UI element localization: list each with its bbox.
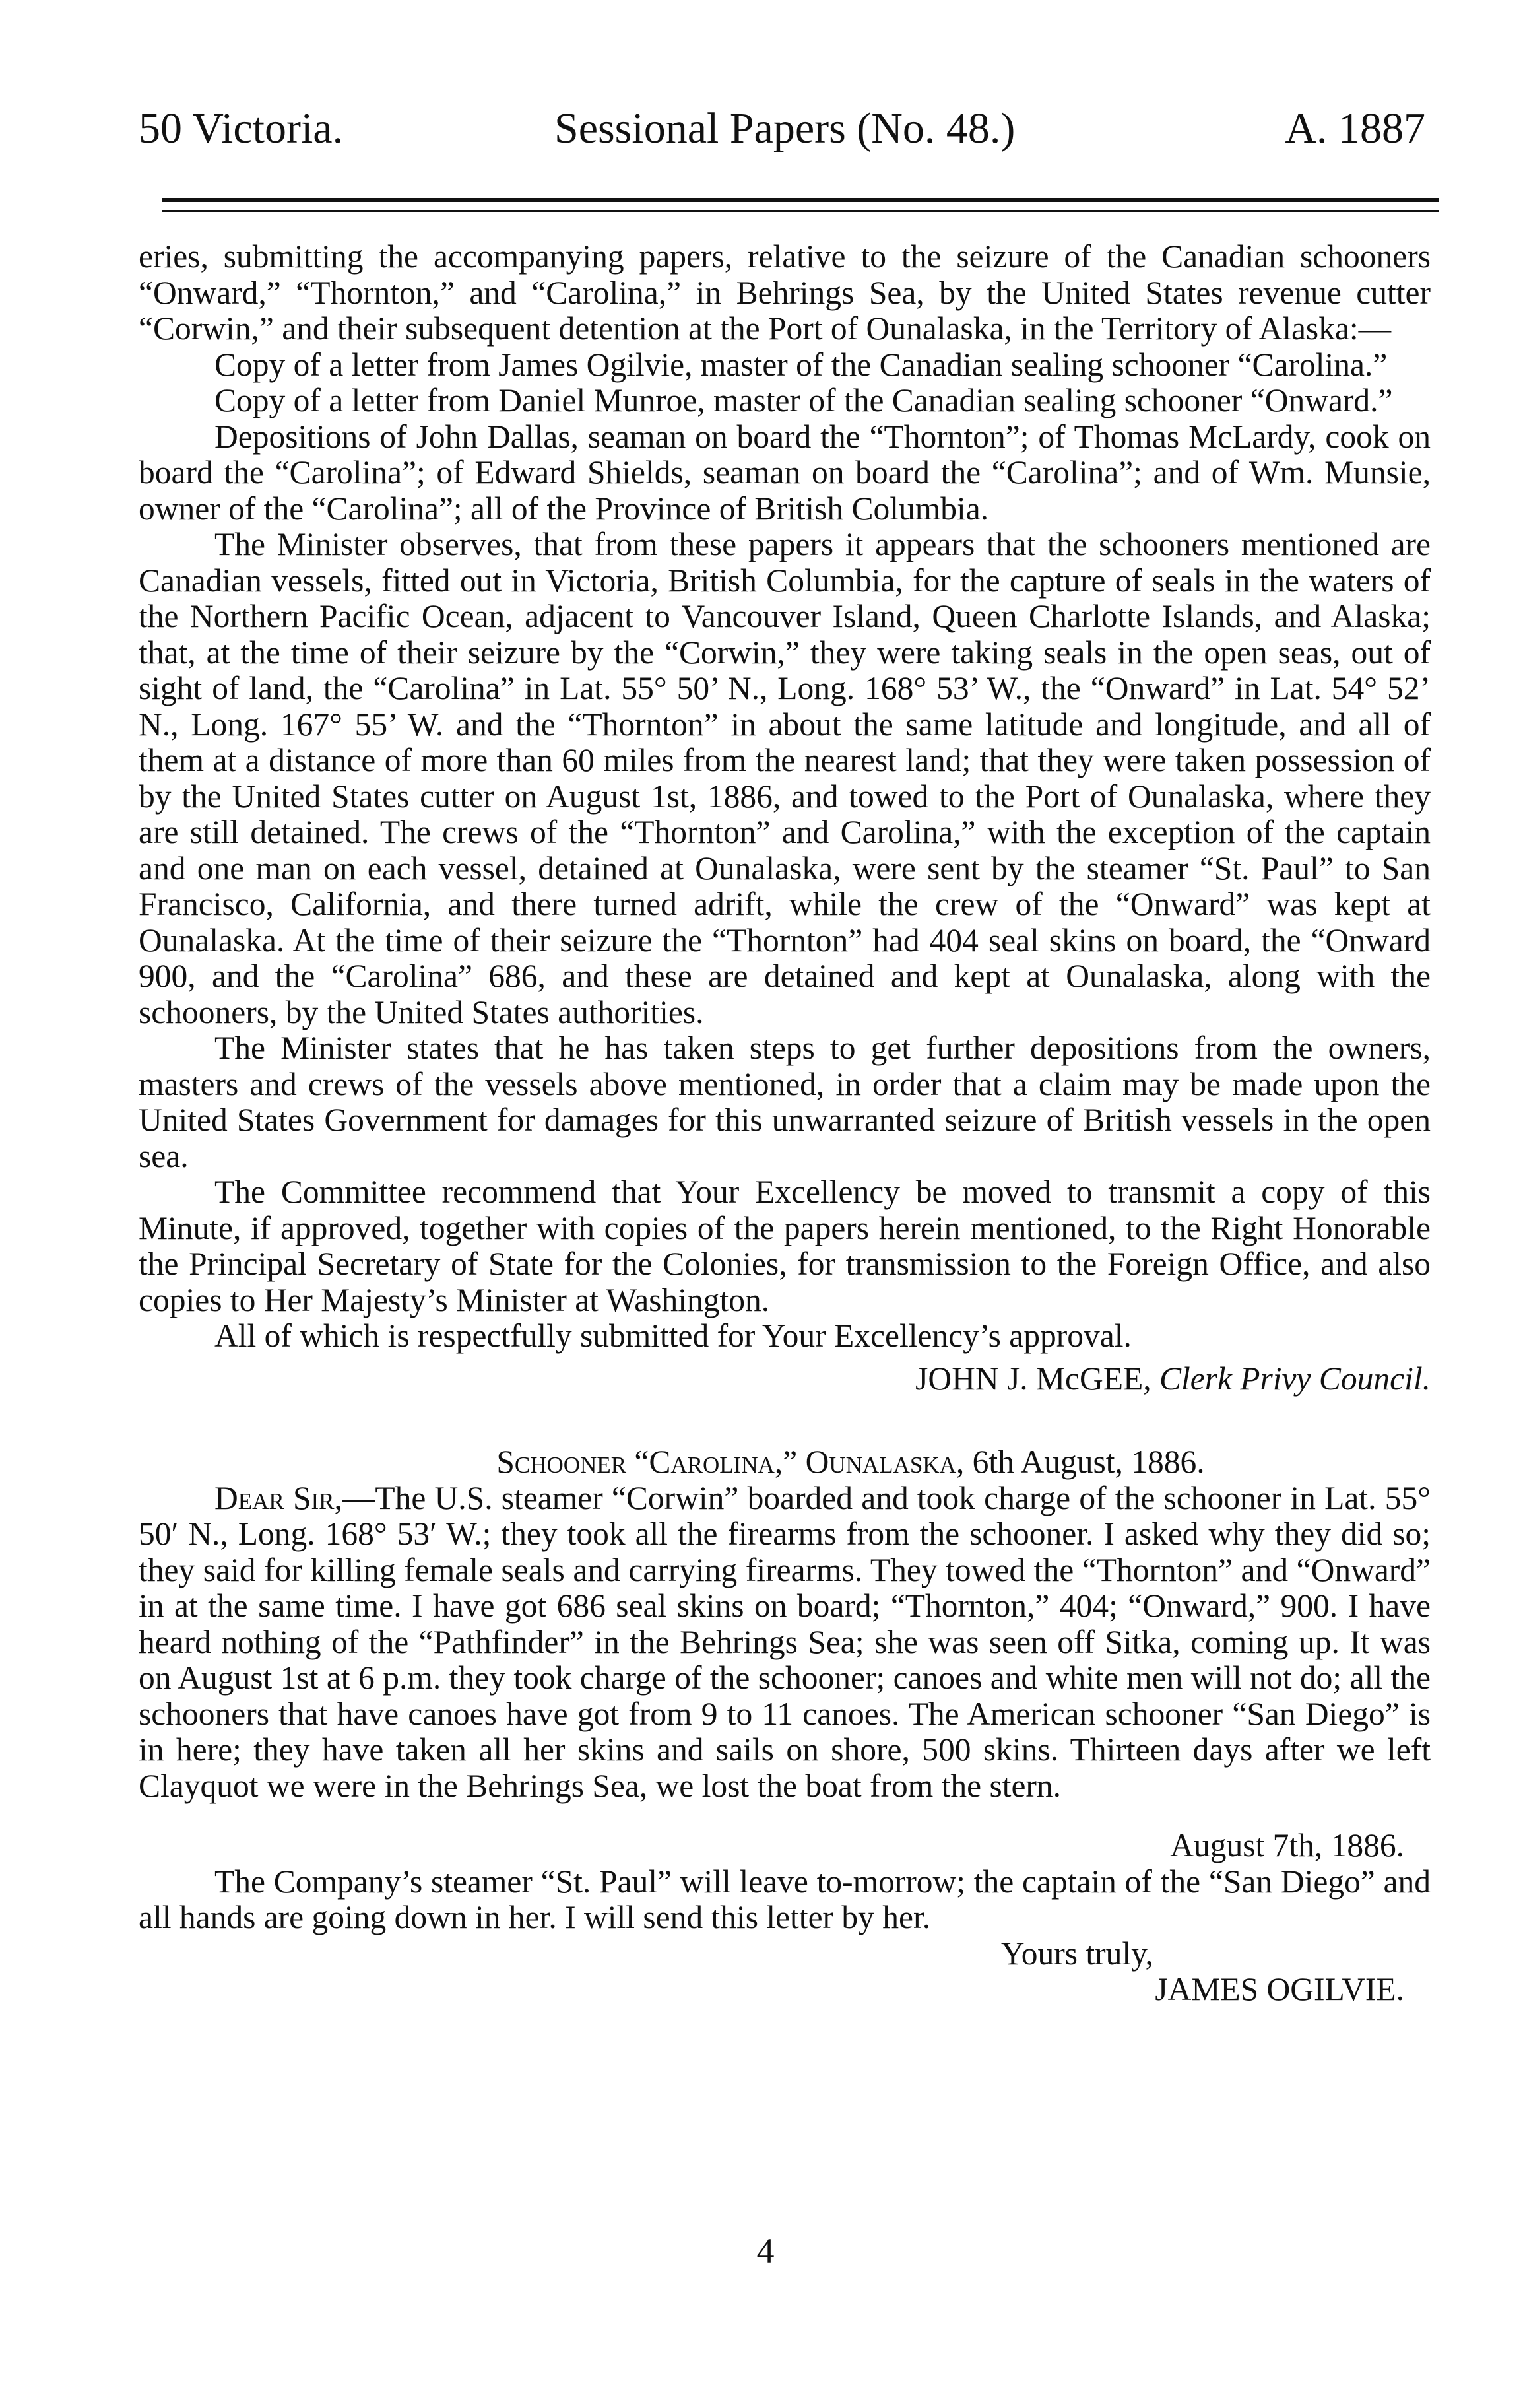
letter-body-1-text: —The U.S. steamer “Corwin” boarded and took charge of the schooner in Lat. 55° 50′ N., Long. 168° 53′ W.; they took all the firearms from the schooner. I asked why they did so; they said for killing female seals and carrying firearms. They towed the “Thornton” and “Onward” in at the same time. I have got 686 seal skins on board; “Thornton,” 404; “Onward,” 900. I have heard nothing of the “Pathfinder” in the Behrings Sea; she was seen off Sitka, coming up. It was on August 1st at 6 p.m. they took charge of the schooner; canoes and white men will not do; all the schooners that have canoes have got from 9 to 11 canoes. The American schooner “San Diego” is in here; they have taken all her skins and sails on shore, 500 skins. Thirteen days after we left Clayquot we were in the Behrings Sea, we lost the boat from the stern. <box>139 1479 1431 1804</box>
letter-body-2: The Company’s steamer “St. Paul” will leave to-morrow; the captain of the “San Diego” and all hands are going down in her. I will send this letter by her. <box>139 1863 1431 1935</box>
letter-closing: Yours truly, <box>1000 1935 1153 1972</box>
signature-clerk-role: Clerk Privy Council. <box>1159 1360 1431 1397</box>
header-rule-thin <box>162 210 1439 212</box>
letter-heading-date: 6th August, 1886. <box>972 1444 1205 1480</box>
letter-salutation: Dear Sir, <box>214 1479 342 1516</box>
letter-heading <box>139 1444 1431 1481</box>
header-year: A. 1887 <box>1285 104 1425 152</box>
paragraph-continuation: eries, submitting the accompanying papers, relative to the seizure of the Canadian schooners “Onward,” “Thornton,” and “Carolina,” in Behrings Sea, by the United States revenue cutter “Corwin,” and their subsequent detention at the Port of Ounalaska, in the Territory of Alaska:— <box>139 238 1431 347</box>
header-title: Sessional Papers (No. 48.) <box>554 104 1016 152</box>
paragraph-minister-states: The Minister states that he has taken steps to get further depositions from the owners, masters and crews of the vessels above mentioned, in order that a claim may be made upon the United States Government for damages for this unwarranted seizure of British vessels in the open sea. <box>139 1030 1431 1174</box>
signature-clerk <box>139 1361 1431 1397</box>
letter-date-2: August 7th, 1886. <box>1170 1827 1404 1863</box>
paragraph-submitted: All of which is respectfully submitted for Your Excellency’s approval. <box>214 1318 1132 1354</box>
header-rule-thick <box>162 198 1439 202</box>
paragraph-committee-recommend: The Committee recommend that Your Excellency be moved to transmit a copy of this Minute, if approved, together with copies of the papers herein mentioned, to the Right Honorable the Principal Secretary of State for the Colonies, for transmission to the Foreign Office, and also copies to Her Majesty’s Minister at Washington. <box>139 1174 1431 1318</box>
header-session: 50 Victoria. <box>139 104 344 152</box>
body-text <box>139 239 1431 2008</box>
paragraph-ogilvie-letter: Copy of a letter from James Ogilvie, master of the Canadian sealing schooner “Carolina.” <box>214 346 1388 383</box>
page-number: 4 <box>756 2231 775 2271</box>
paragraph-munroe-letter: Copy of a letter from Daniel Munroe, master of the Canadian sealing schooner “Onward.” <box>214 382 1393 418</box>
letter-signer: JAMES OGILVIE. <box>1155 1971 1404 2007</box>
page-header <box>139 99 1425 158</box>
letter-heading-place: Schooner “Carolina,” Ounalaska, <box>496 1444 965 1480</box>
paragraph-minister-observes: The Minister observes, that from these papers it appears that the schooners mentioned are Canadian vessels, fitted out in Victoria, British Columbia, for the capture of seals in the waters of the Northern Pacific Ocean, adjacent to Vancouver Island, Queen Charlotte Islands, and Alaska; that, at the time of their seizure by the “Corwin,” they were taking seals in the open seas, out of sight of land, the “Carolina” in Lat. 55° 50’ N., Long. 168° 53’ W., the “Onward” in Lat. 54° 52’ N., Long. 167° 55’ W. and the “Thornton” in about the same latitude and longitude, and all of them at a distance of more than 60 miles from the nearest land; that they were taken possession of by the United States cutter on August 1st, 1886, and towed to the Port of Ounalaska, where they are still detained. The crews of the “Thornton” and Carolina,” with the exception of the captain and one man on each vessel, detained at Ounalaska, were sent by the steamer “St. Paul” to San Francisco, California, and there turned adrift, while the crew of the “Onward” was kept at Ounalaska. At the time of their seizure the “Thornton” had 404 seal skins on board, the “Onward 900, and the “Carolina” 686, and these are detained and kept at Ounalaska, along with the schooners, by the United States authorities. <box>139 526 1431 1030</box>
letter-body-1 <box>139 1481 1431 1805</box>
paragraph-depositions: Depositions of John Dallas, seaman on board the “Thornton”; of Thomas McLardy, cook on board the “Carolina”; of Edward Shields, seaman on board the “Carolina”; and of Wm. Munsie, owner of the “Carolina”; all of the Province of British Columbia. <box>139 418 1431 527</box>
signature-clerk-name: JOHN J. McGEE, <box>915 1360 1151 1397</box>
